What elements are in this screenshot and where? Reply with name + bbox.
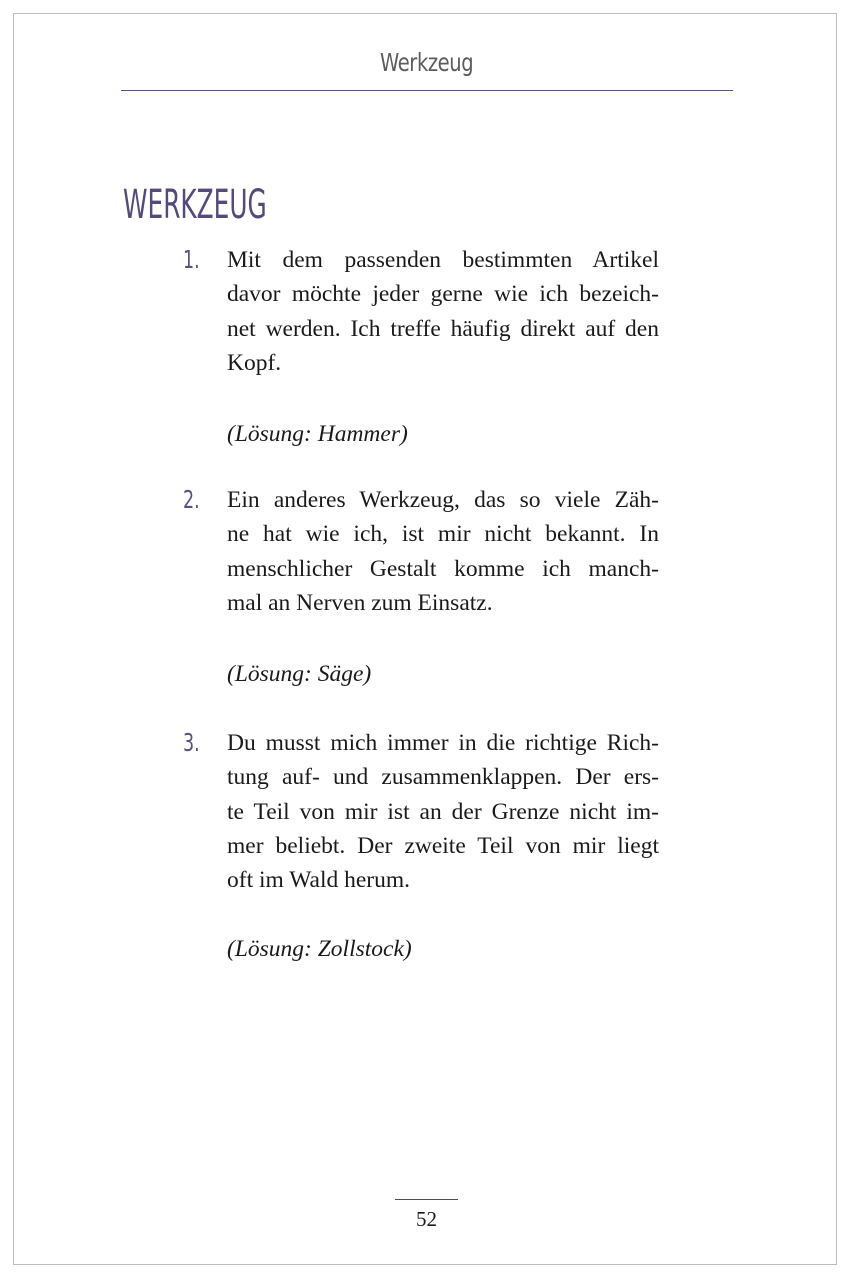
riddle-number: 3. [183,728,200,757]
riddle-line: menschlicher Gestalt komme ich manch- [227,555,659,582]
riddle-line: oft im Wald herum. [227,867,411,894]
header-rule [121,90,733,91]
riddle-solution: (Lösung: Hammer) [227,421,408,447]
riddle-number: 1. [183,245,200,274]
riddle-text [227,243,659,380]
chapter-title: WERKZEUG [123,181,267,228]
riddle-number: 2. [183,485,200,514]
riddle-solution: (Lösung: Zollstock) [227,936,412,962]
riddle-line: davor möchte jeder gerne wie ich bezeich- [227,281,659,308]
riddle-solution: (Lösung: Säge) [227,661,372,687]
footer-rule [395,1199,458,1200]
riddle-line: mal an Nerven zum Einsatz. [227,589,493,616]
riddle-text [227,726,659,897]
riddle-line: Mit dem passenden bestimmten Artikel [227,247,659,273]
page-number: 52 [416,1207,437,1231]
riddle-line: tung auf- und zusammenklappen. Der ers- [227,764,659,791]
riddle-line: ne hat wie ich, ist mir nicht bekannt. In [227,521,659,548]
riddle-line: Du musst mich immer in die richtige Rich- [227,730,659,756]
riddle-line: net werden. Ich treffe häufig direkt auf den [227,315,659,342]
riddle-line: te Teil von mir ist an der Grenze nicht im- [227,798,659,825]
riddle-text [227,483,659,620]
riddle-line: mer beliebt. Der zweite Teil von mir liegt [227,832,659,859]
running-header: Werkzeug [379,48,474,77]
riddle-line: Kopf. [227,349,282,376]
riddle-line: Ein anderes Werkzeug, das so viele Zäh- [227,487,659,513]
